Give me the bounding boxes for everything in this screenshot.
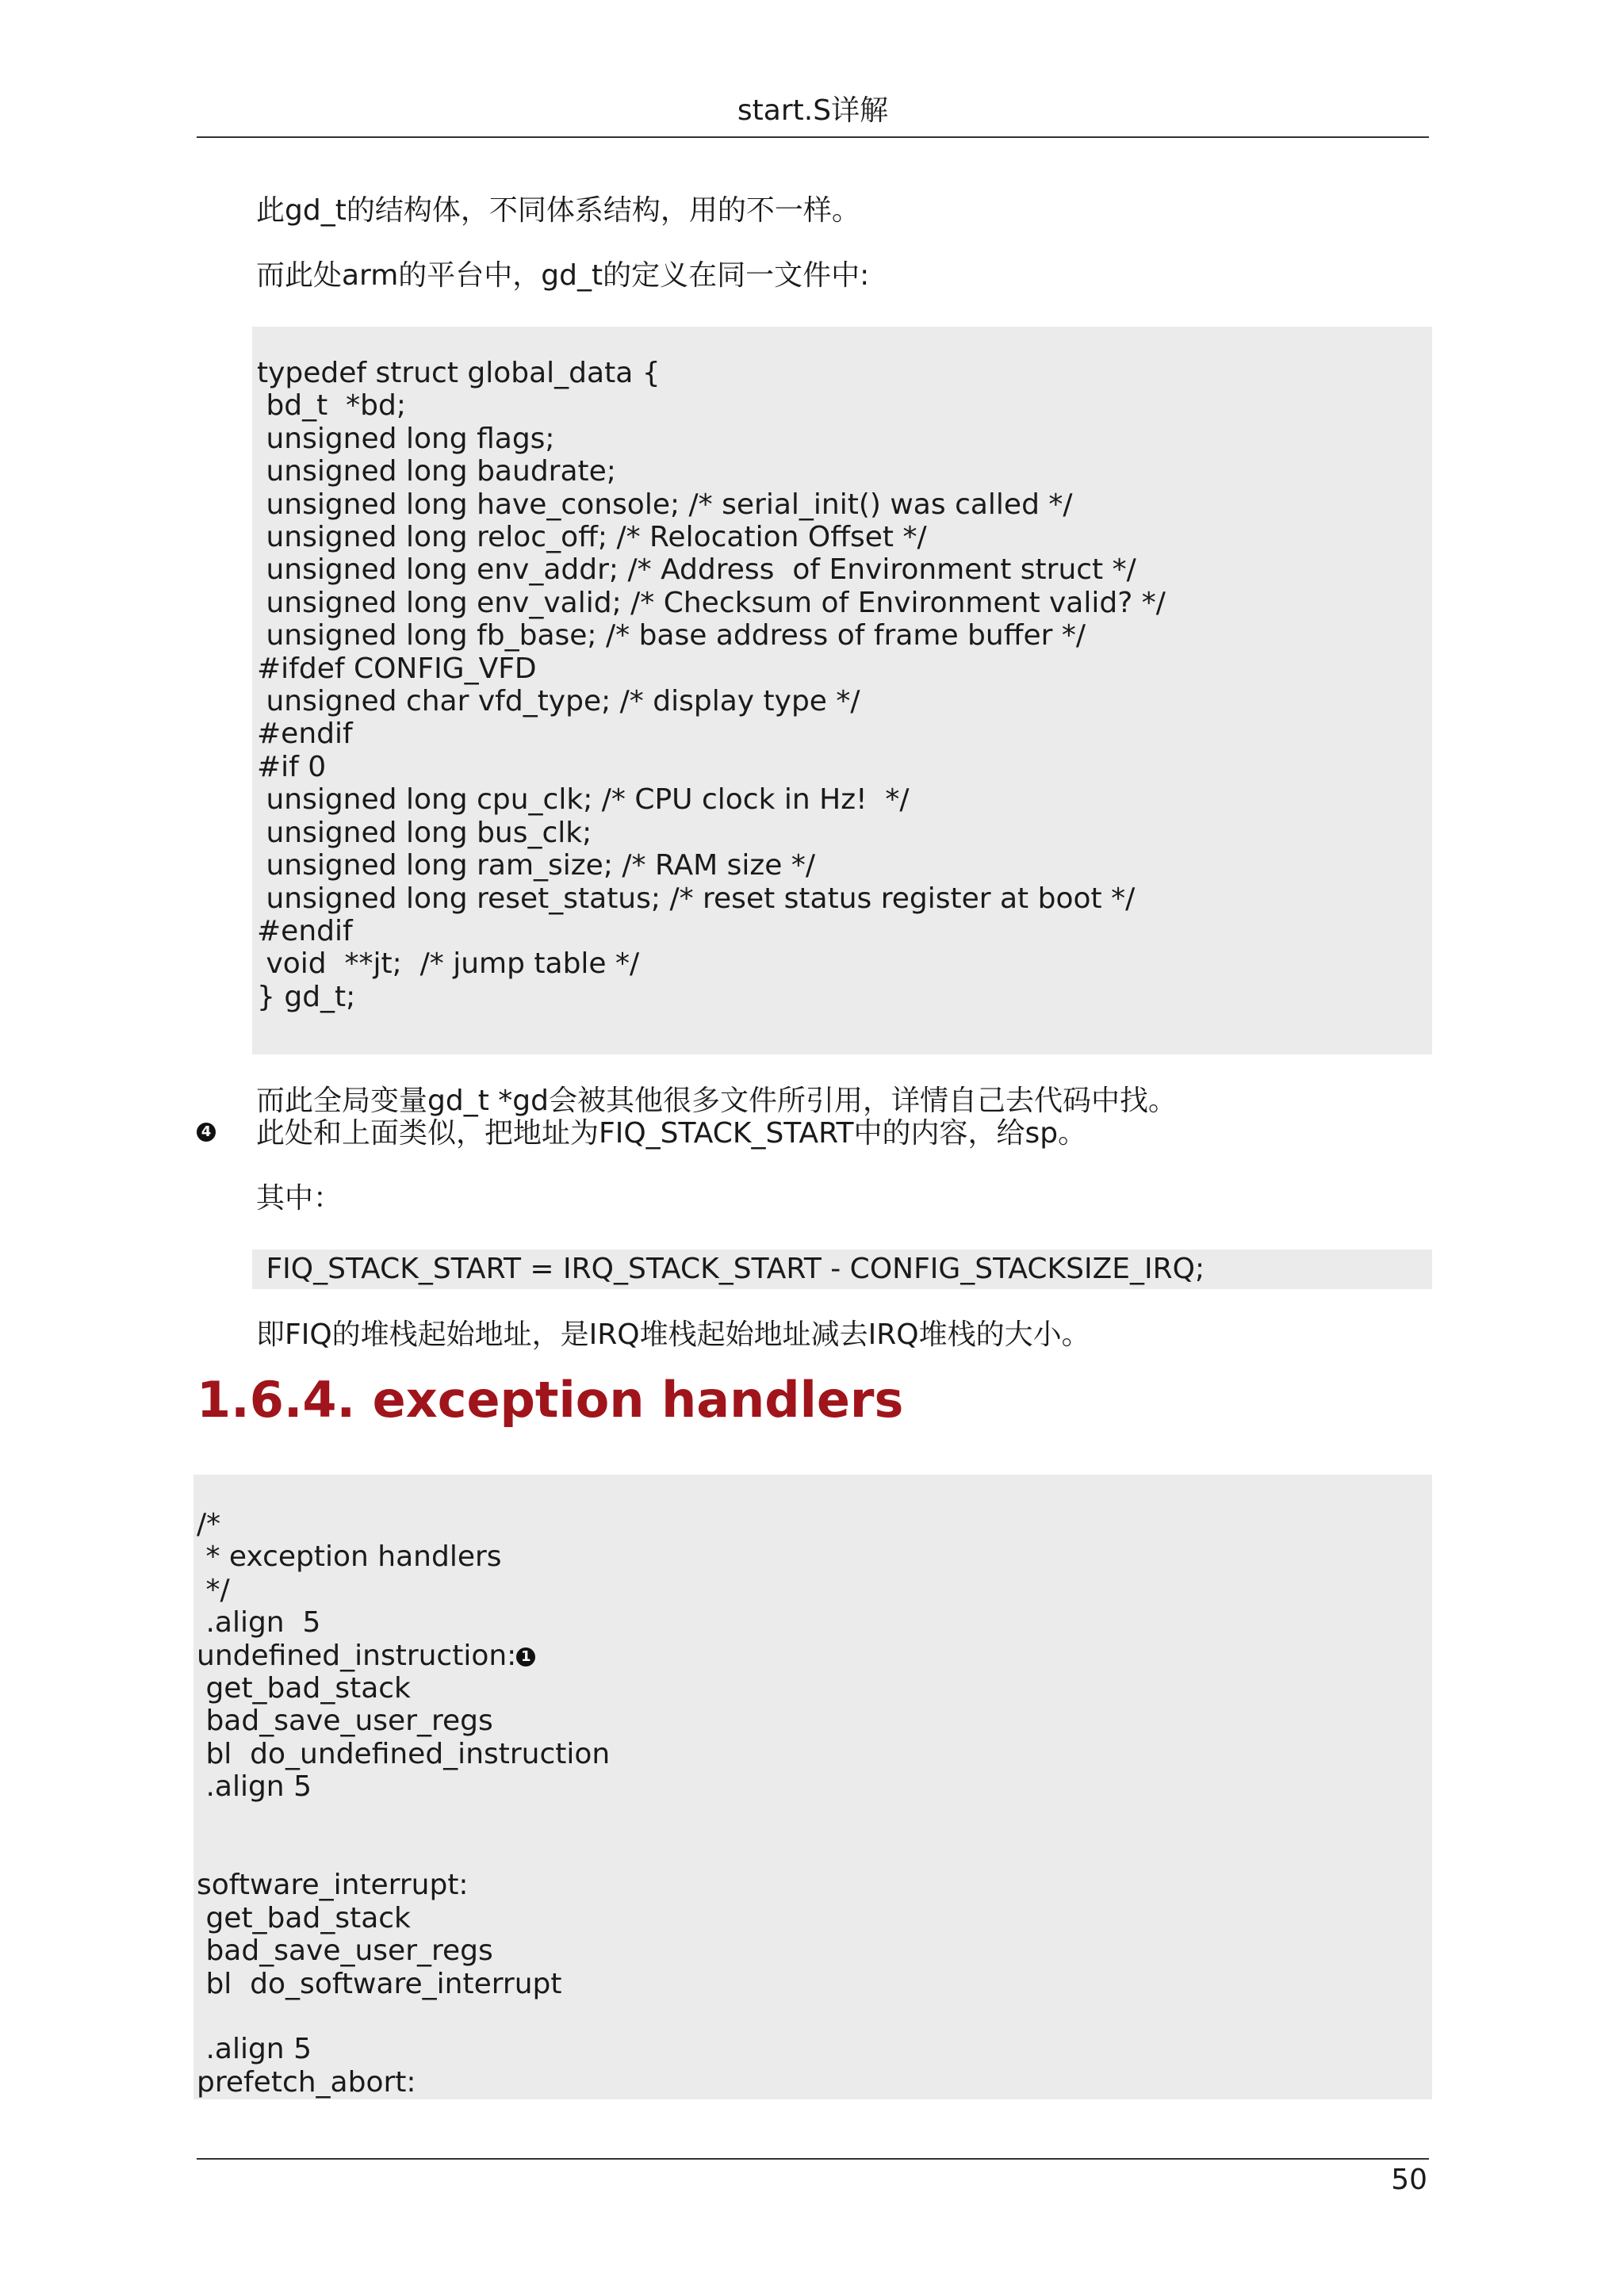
code-line: * exception handlers [197,1540,502,1574]
code-line: unsigned long bus_clk; [257,816,592,849]
code-line: #endif [257,914,353,947]
code-line: prefetch_abort: [197,2065,416,2099]
code-lines-exception-header [197,1508,502,1640]
undefined-instruction-label: undefined_instruction: [197,1639,517,1672]
code-line: #ifdef CONFIG_VFD [257,652,537,685]
header-title: start.S详解 [737,94,889,127]
code-line: unsigned long env_valid; /* Checksum of Environment valid? */ [257,586,1166,619]
code-line: typedef struct global_data { [257,357,661,389]
code-block-global-data [252,327,1432,1054]
code-lines-exception-body [197,1672,610,2099]
page-number: 50 [1391,2164,1427,2196]
code-line: } gd_t; [257,980,356,1013]
code-line: #endif [257,718,353,751]
code-line: .align 5 [197,1606,321,1640]
section-heading: 1.6.4. exception handlers [197,1371,904,1429]
code-line: unsigned long baudrate; [257,455,616,488]
code-line: unsigned long reloc_off; /* Relocation Offset */ [257,521,927,554]
code-line: .align 5 [197,2033,312,2066]
code-line: void **jt; /* jump table */ [257,947,640,981]
code-line: unsigned long env_addr; /* Address of Environment struct */ [257,553,1136,587]
code-line: /* [197,1508,221,1540]
intro-paragraph-1: 此gd_t的结构体，不同体系结构，用的不一样。 [256,194,860,227]
code-line: bad_save_user_regs [197,1934,493,1968]
code-line: get_bad_stack [197,1672,411,1705]
code-line-fiq-stack: FIQ_STACK_START = IRQ_STACK_START - CONFIG_STACKSIZE_IRQ; [257,1253,1205,1285]
code-line: unsigned long cpu_clk; /* CPU clock in Hz! */ [257,783,910,817]
code-line: */ [197,1573,230,1606]
code-line: unsigned long fb_base; /* base address of frame buffer */ [257,619,1086,652]
code-line-undefined-instruction [197,1640,535,1672]
code-line: .align 5 [197,1770,312,1804]
code-line: #if 0 [257,750,327,783]
code-line: unsigned long have_console; /* serial_init() was called */ [257,488,1073,521]
footer-rule [197,2158,1429,2160]
code-line: get_bad_stack [197,1901,411,1934]
code-line: bl do_software_interrupt [197,1967,562,2000]
code-line: unsigned long ram_size; /* RAM size */ [257,849,816,882]
header-rule [197,136,1429,138]
code-line: bl do_undefined_instruction [197,1737,611,1770]
after-code-paragraph-2: 此处和上面类似，把地址为FIQ_STACK_START中的内容，给sp。 [256,1117,1087,1150]
after-code-paragraph-4: 即FIQ的堆栈起始地址，是IRQ堆栈起始地址减去IRQ堆栈的大小。 [256,1318,1090,1351]
code-line: bad_save_user_regs [197,1705,493,1738]
code-line: unsigned long flags; [257,422,555,455]
marker-1-icon: 1 [516,1647,535,1667]
step-marker-4 [197,1123,216,1142]
intro-paragraph-2: 而此处arm的平台中，gd_t的定义在同一文件中: [256,259,870,292]
after-code-paragraph-1: 而此全局变量gd_t *gd会被其他很多文件所引用，详情自己去代码中找。 [256,1085,1177,1117]
code-block-exception-handlers [193,1475,1432,2099]
code-line: unsigned char vfd_type; /* display type */ [257,685,860,718]
marker-4-icon: 4 [197,1123,216,1142]
after-code-paragraph-3: 其中： [256,1182,343,1215]
code-line: software_interrupt: [197,1869,469,1902]
code-line: unsigned long reset_status; /* reset status register at boot */ [257,882,1136,915]
code-line: bd_t *bd; [257,389,406,423]
code-lines-global-data [257,357,1166,1013]
code-block-fiq-stack [252,1249,1432,1289]
